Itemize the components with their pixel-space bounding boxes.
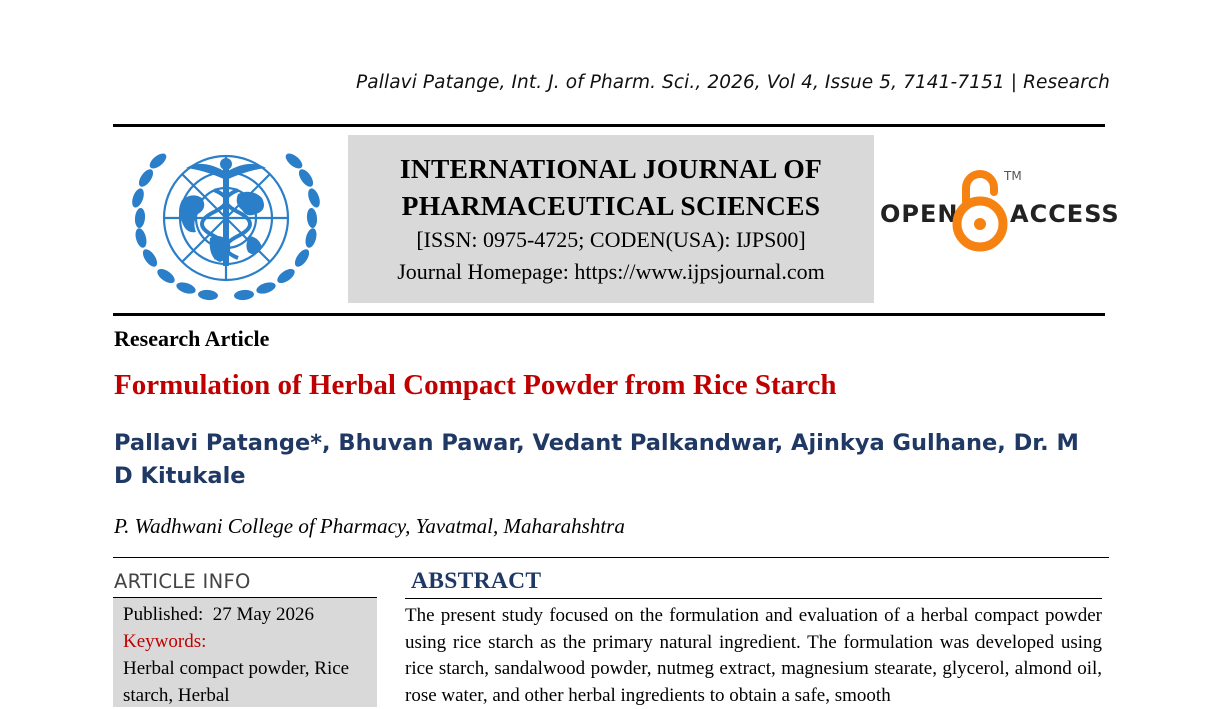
open-access-logo — [878, 164, 1120, 254]
author-list: Pallavi Patange*, Bhuvan Pawar, Vedant Palkandwar, Ajinkya Gulhane, Dr. M D Kitukale — [114, 430, 1079, 489]
abstract-heading: ABSTRACT — [411, 568, 542, 594]
running-head: Pallavi Patange, Int. J. of Pharm. Sci., 2026, Vol 4, Issue 5, 7141-7151 | Research — [356, 72, 1110, 93]
article-info-heading: ARTICLE INFO — [114, 570, 251, 593]
article-info-box — [113, 597, 377, 707]
abstract-rule — [405, 598, 1102, 599]
journal-emblem-icon — [126, 138, 326, 306]
journal-homepage[interactable]: Journal Homepage: https://www.ijpsjournal.com — [397, 259, 825, 284]
journal-issn: [ISSN: 0975-4725; CODEN(USA): IJPS00] — [416, 227, 806, 252]
journal-title-line2: PHARMACEUTICAL SCIENCES — [401, 190, 821, 221]
journal-masthead — [348, 135, 874, 303]
published-label: Published: — [123, 604, 204, 625]
keywords-list: Herbal compact powder, Rice starch, Herbal — [123, 658, 350, 706]
published-line — [123, 601, 367, 628]
article-title: Formulation of Herbal Compact Powder from Rice Starch — [114, 369, 837, 401]
keywords-label: Keywords: — [123, 631, 207, 652]
open-access-open-text: OPEN — [880, 200, 959, 228]
header-top-rule — [113, 124, 1105, 127]
abstract-text: The present study focused on the formulation and evaluation of a herbal compact powder using rice starch as the primary natural ingredient. The formulation was developed using rice starch, sandalwood powder, nutmeg extract, magnesium stearate, glycerol, almond oil, rose water, and other herbal ingredients to obtain a safe, smooth — [405, 605, 1102, 706]
journal-title-line1: INTERNATIONAL JOURNAL OF — [399, 153, 823, 184]
article-type: Research Article — [114, 326, 270, 351]
section-divider — [113, 557, 1109, 558]
open-access-access-text: ACCESS — [1010, 200, 1120, 228]
open-access-tm: TM — [1004, 169, 1022, 183]
header-bottom-rule — [113, 313, 1105, 316]
published-date: 27 May 2026 — [212, 604, 315, 625]
affiliation: P. Wadhwani College of Pharmacy, Yavatmal, Maharahshtra — [114, 514, 625, 538]
